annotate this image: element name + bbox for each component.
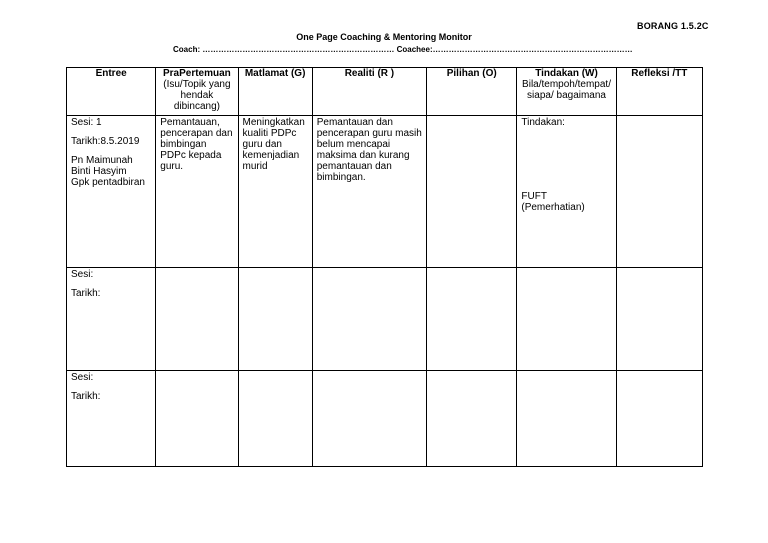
entree-cell[interactable] <box>67 116 156 268</box>
pilihan-text <box>427 116 516 117</box>
header-prapertemuan: PraPertemuan (Isu/Topik yang hendak dibincang) <box>156 68 238 116</box>
coachee-role: Gpk pentadbiran <box>71 177 145 188</box>
table-header-row <box>67 68 703 116</box>
prapertemuan-cell[interactable] <box>156 371 238 467</box>
refleksi-cell[interactable] <box>616 268 702 371</box>
realiti-cell[interactable] <box>312 116 426 268</box>
header-refleksi: Refleksi /TT <box>616 68 702 116</box>
tindakan-fuft: FUFT <box>521 191 547 202</box>
coachee-name-line-1: Pn Maimunah <box>71 155 133 166</box>
tarikh-label: Tarikh:8.5.2019 <box>71 136 140 147</box>
matlamat-cell[interactable] <box>238 371 312 467</box>
pilihan-cell[interactable] <box>427 268 517 371</box>
prapertemuan-cell[interactable] <box>156 116 238 268</box>
coach-field[interactable]: ……………………………………………………………… <box>202 45 395 54</box>
header-entree: Entree <box>67 68 156 116</box>
realiti-text: Pemantauan dan pencerapan guru masih belum mencapai maksima dan kurang pemantauan dan bimbingan. <box>316 117 422 183</box>
coachee-label: Coachee: <box>396 45 433 54</box>
realiti-cell[interactable] <box>312 268 426 371</box>
header-realiti: Realiti (R ) <box>312 68 426 116</box>
sesi-label: Sesi: <box>71 372 94 383</box>
table-row <box>67 268 703 371</box>
coachee-field[interactable]: ………………………………………………………………… <box>432 45 633 54</box>
entree-cell[interactable] <box>67 371 156 467</box>
header-tindakan: Tindakan (W) Bila/tempoh/tempat/ siapa/ bagaimana <box>517 68 616 116</box>
refleksi-cell[interactable] <box>616 116 702 268</box>
entree-cell[interactable] <box>67 268 156 371</box>
page-title: One Page Coaching & Mentoring Monitor <box>296 32 472 42</box>
header-tindakan-sub: Bila/tempoh/tempat/ siapa/ bagaimana <box>522 79 611 101</box>
matlamat-text: Meningkatkan kualiti PDPc guru dan kemenjadian murid <box>242 117 305 172</box>
pilihan-cell[interactable] <box>427 371 517 467</box>
tindakan-note: (Pemerhatian) <box>521 202 585 213</box>
tarikh-label: Tarikh: <box>71 288 101 299</box>
pilihan-cell[interactable] <box>427 116 517 268</box>
table-row <box>67 116 703 268</box>
header-matlamat: Matlamat (G) <box>238 68 312 116</box>
sesi-label: Sesi: 1 <box>71 117 102 128</box>
tindakan-cell[interactable] <box>517 371 616 467</box>
matlamat-cell[interactable] <box>238 116 312 268</box>
coachee-name-line-2: Binti Hasyim <box>71 166 127 177</box>
monitor-table <box>66 67 703 467</box>
header-pilihan: Pilihan (O) <box>427 68 517 116</box>
table-row <box>67 371 703 467</box>
tindakan-cell[interactable] <box>517 268 616 371</box>
matlamat-cell[interactable] <box>238 268 312 371</box>
sesi-label: Sesi: <box>71 269 94 280</box>
refleksi-text <box>617 116 702 117</box>
coach-label: Coach: <box>173 45 201 54</box>
prapertemuan-text: Pemantauan, pencerapan dan bimbingan PDPc kepada guru. <box>160 117 233 172</box>
tindakan-cell[interactable] <box>517 116 616 268</box>
prapertemuan-cell[interactable] <box>156 268 238 371</box>
refleksi-cell[interactable] <box>616 371 702 467</box>
tarikh-label: Tarikh: <box>71 391 101 402</box>
coach-coachee-line <box>173 45 633 54</box>
tindakan-label: Tindakan: <box>521 117 565 128</box>
realiti-cell[interactable] <box>312 371 426 467</box>
form-code: BORANG 1.5.2C <box>637 21 709 31</box>
header-prapertemuan-sub: (Isu/Topik yang hendak dibincang) <box>163 79 231 112</box>
